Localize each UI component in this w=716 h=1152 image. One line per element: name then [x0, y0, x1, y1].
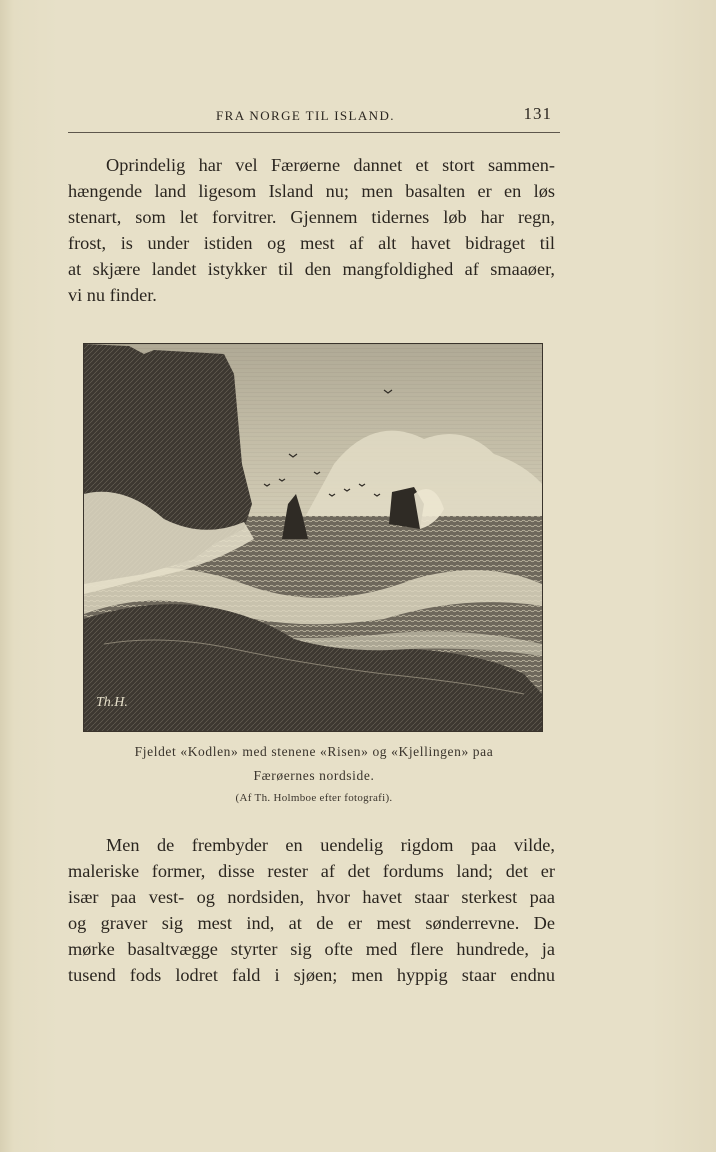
running-title: FRA NORGE TIL ISLAND.	[216, 108, 395, 123]
figure-credit: (Af Th. Holmboe efter fotografi).	[235, 792, 393, 804]
text-line: hængende land ligesom Island nu; men basalten er en løs	[68, 181, 555, 201]
text-line: maleriske former, disse rester af det fordums land; det er	[68, 861, 555, 881]
text-line: at skjære landet istykker til den mangfoldighed af smaaøer,	[68, 259, 555, 279]
text-line: især paa vest- og nordsiden, hvor havet staar sterkest paa	[68, 887, 555, 907]
engraving-illustration	[83, 343, 543, 732]
page-number: 131	[523, 104, 552, 123]
text-line: vi nu finder.	[68, 285, 157, 305]
artist-signature: Th.H.	[96, 695, 128, 710]
text-line: frost, is under istiden og mest af alt havet bidraget til	[68, 233, 555, 253]
text-line: mørke basaltvægge styrter sig ofte med flere hundrede, ja	[68, 939, 555, 959]
sea-cliff-engraving	[84, 344, 542, 731]
text-line: og graver sig mest ind, at de er mest sønderrevne. De	[68, 913, 555, 933]
figure-caption-line-2: Færøernes nordside.	[253, 768, 375, 783]
text-line: stenart, som let forvitrer. Gjennem tidernes løb har regn,	[68, 207, 555, 227]
text-line: tusend fods lodret fald i sjøen; men hyppig staar endnu	[68, 965, 555, 985]
figure-caption-line-1: Fjeldet «Kodlen» med stenene «Risen» og «Kjellingen» paa	[134, 744, 494, 759]
text-line: Oprindelig har vel Færøerne dannet et stort sammen-	[106, 155, 555, 175]
running-head	[68, 106, 560, 133]
paragraph-2	[68, 832, 555, 988]
paragraph-1	[68, 152, 555, 308]
text-line: Men de frembyder en uendelig rigdom paa vilde,	[106, 835, 555, 855]
